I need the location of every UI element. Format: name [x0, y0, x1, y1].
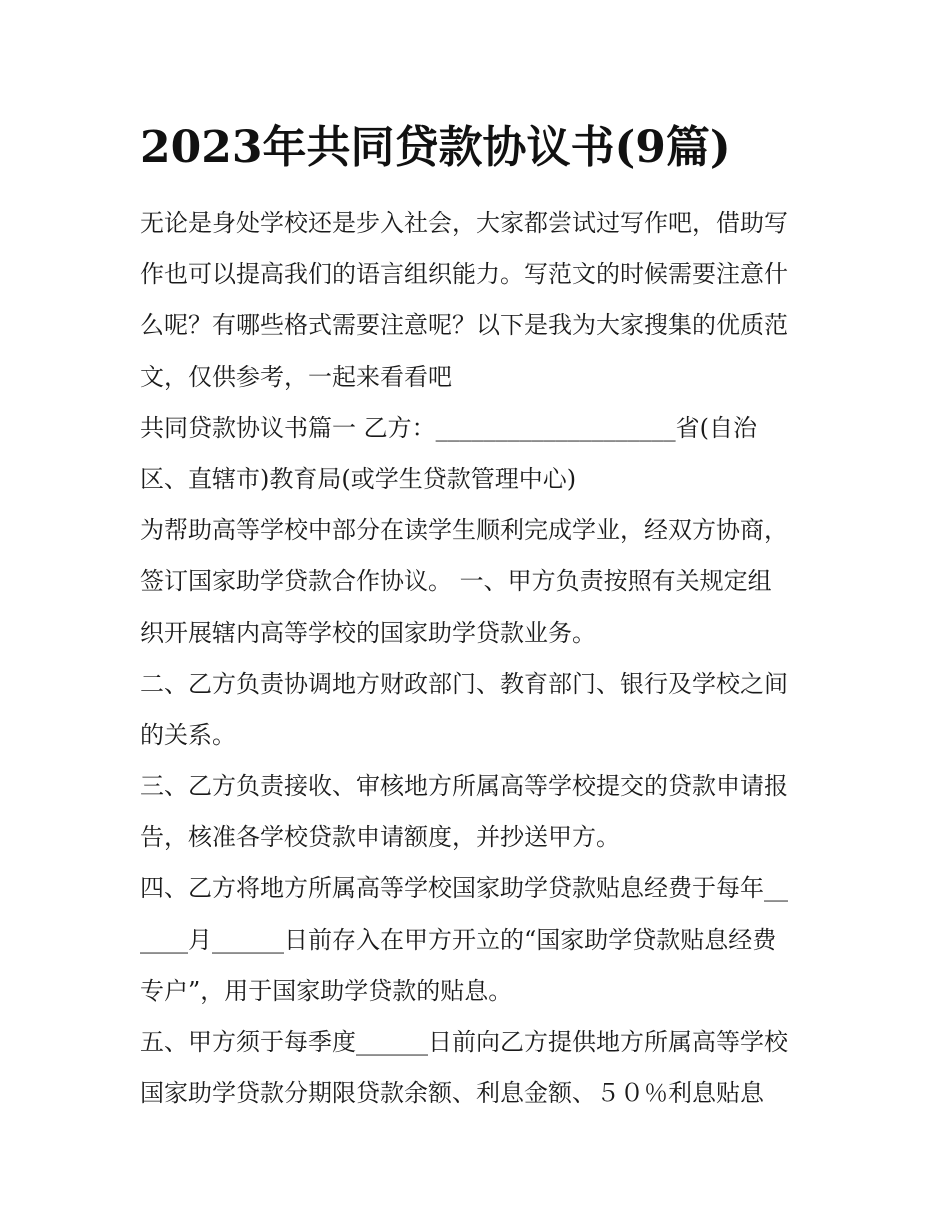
text-line: 五、甲方须于每季度______日前向乙方提供地方所属高等学校 [140, 1028, 788, 1056]
text-line: 四、乙方将地方所属高等学校国家助学贷款贴息经费于每年__ [140, 874, 788, 903]
text-line: 专户”，用于国家助学贷款的贴息。 [140, 976, 513, 1005]
document-title: 2023年共同贷款协议书(9篇) [140, 122, 731, 173]
text-line: 为帮助高等学校中部分在读学生顺利完成学业，经双方协商， [140, 516, 788, 545]
text-line: 么呢？有哪些格式需要注意呢？以下是我为大家搜集的优质范 [140, 311, 788, 340]
text-line: 告，核准各学校贷款申请额度，并抄送甲方。 [140, 823, 620, 852]
text-line: 文，仅供参考，一起来看看吧 [140, 362, 452, 391]
text-line: 无论是身处学校还是步入社会，大家都尝试过写作吧，借助写 [140, 209, 788, 237]
text-line: 签订国家助学贷款合作协议。 一、甲方负责按照有关规定组 [140, 567, 772, 596]
text-line: 区、直辖市)教育局(或学生贷款管理中心) [140, 464, 577, 493]
text-line: 的关系。 [140, 720, 236, 749]
text-line: 三、乙方负责接收、审核地方所属高等学校提交的贷款申请报 [140, 772, 788, 801]
text-line: 织开展辖内高等学校的国家助学贷款业务。 [140, 618, 596, 647]
text-line: ____月______日前存入在甲方开立的“国家助学贷款贴息经费 [140, 925, 777, 954]
text-line: 共同贷款协议书篇一 乙方：____________________省(自治 [140, 413, 757, 442]
document-body [140, 198, 820, 1119]
text-line: 作也可以提高我们的语言组织能力。写范文的时候需要注意什 [140, 260, 788, 289]
text-line: 国家助学贷款分期限贷款余额、利息金额、５０％利息贴息 [140, 1079, 764, 1108]
text-line: 二、乙方负责协调地方财政部门、教育部门、银行及学校之间 [140, 669, 788, 698]
